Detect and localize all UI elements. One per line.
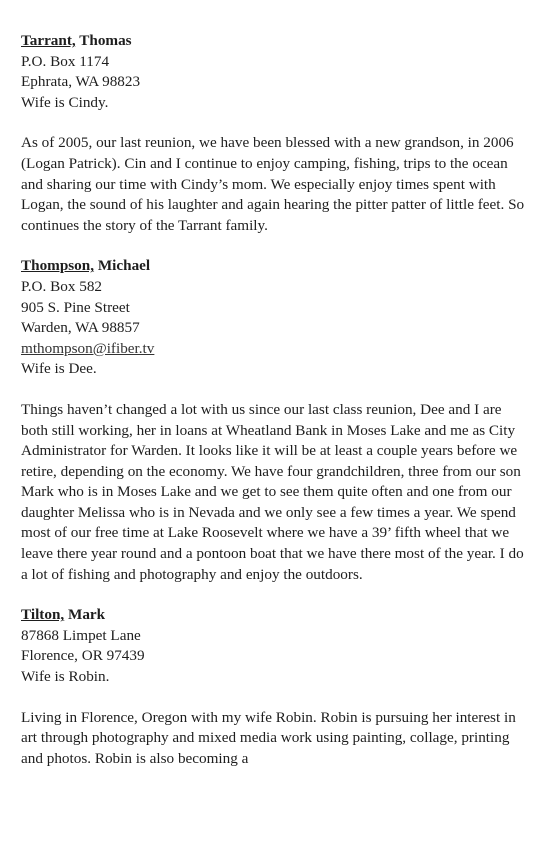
spouse-line: Wife is Dee. bbox=[21, 360, 97, 378]
entry-bio: Things haven’t changed a lot with us since our last class reunion, Dee and I are both still working, her in loans at Wheatland Bank in Moses Lake and me as City Administrator for Warden. It looks like it will be at least a couple years before we retire, depending on the economy. We have four grandchildren, three from our son Mark who is in Moses Lake and we get to see them quite often and one from our daughter Melissa who is in Nevada and we only see a few times a year. We spend most of our free time at Lake Roosevelt where we have a 39’ fifth wheel that we leave there year round and a pontoon boat that we have there most of the year. I do a lot of fishing and photography and enjoy the outdoors. bbox=[21, 400, 524, 583]
entry-surname: Thompson, bbox=[21, 257, 95, 275]
email-link[interactable]: mthompson@ifiber.tv bbox=[21, 339, 155, 357]
address-line: 87868 Limpet Lane bbox=[21, 626, 141, 644]
entry-given-name: Thomas bbox=[79, 32, 132, 49]
address-line: 905 S. Pine Street bbox=[21, 298, 130, 316]
address-line: Warden, WA 98857 bbox=[21, 319, 140, 337]
entry-given-name: Mark bbox=[68, 606, 106, 624]
entry-name bbox=[21, 605, 526, 626]
entry-given-name: Michael bbox=[97, 257, 151, 275]
address-line: P.O. Box 582 bbox=[21, 277, 103, 295]
address-line: P.O. Box 1174 bbox=[21, 52, 110, 70]
entry-tilton bbox=[21, 605, 526, 769]
entry-name bbox=[21, 256, 526, 277]
directory-page bbox=[21, 31, 526, 769]
entry-bio: As of 2005, our last reunion, we have been blessed with a new grandson, in 2006 (Logan Patrick). Cin and I continue to enjoy camping, fishing, trips to the ocean and sharing our time with Cindy’s mom. We especially enjoy times spent with Logan, the sound of his laughter and again hearing the pitter patter of little feet. So continues the story of the Tarrant family. bbox=[21, 134, 525, 234]
email-line bbox=[21, 339, 526, 360]
entry-bio: Living in Florence, Oregon with my wife Robin. Robin is pursuing her interest in art through photography and mixed media work using painting, collage, printing and photos. Robin is also becoming a bbox=[21, 708, 516, 767]
entry-name bbox=[21, 31, 526, 52]
spouse-line: Wife is Robin. bbox=[21, 668, 110, 686]
entry-surname: Tarrant, bbox=[21, 32, 76, 49]
entry-surname: Tilton, bbox=[21, 606, 65, 624]
entry-tarrant bbox=[21, 31, 526, 236]
entry-thompson bbox=[21, 256, 526, 585]
address-line: Florence, OR 97439 bbox=[21, 647, 145, 665]
address-line: Ephrata, WA 98823 bbox=[21, 73, 141, 91]
spouse-line: Wife is Cindy. bbox=[21, 93, 109, 111]
